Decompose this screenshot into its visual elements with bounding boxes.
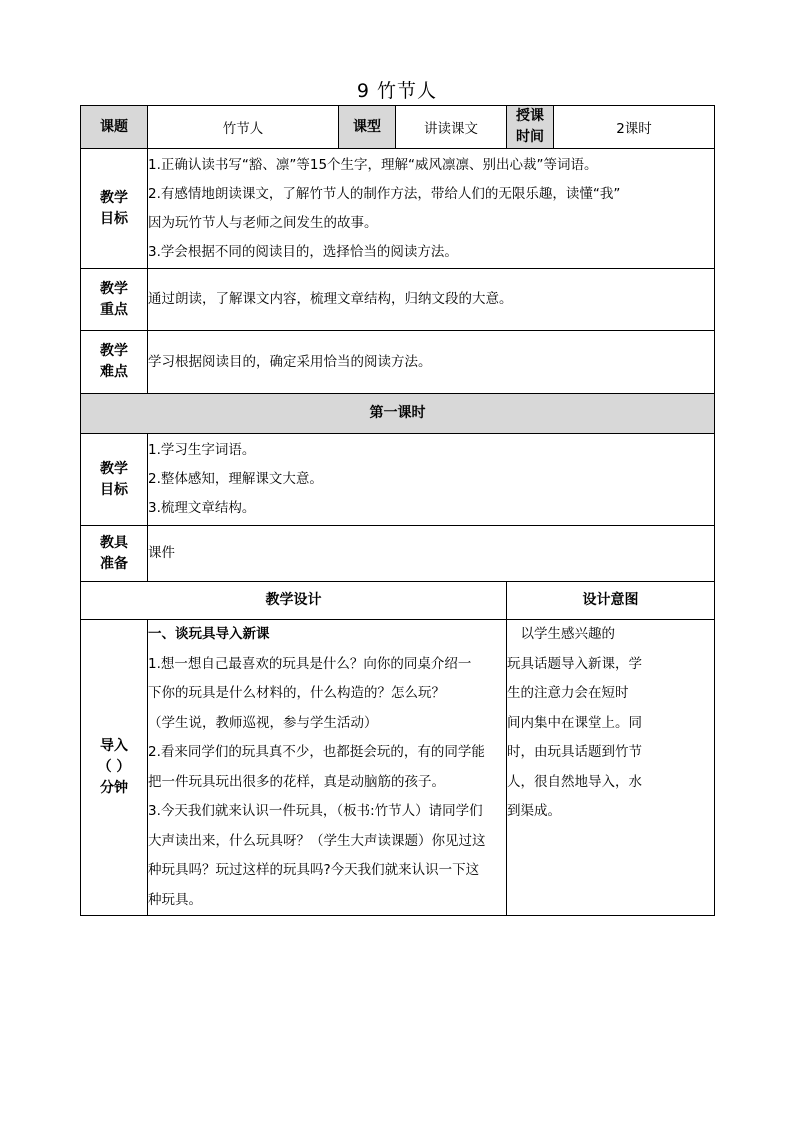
intro-line: 种玩具吗？玩过这样的玩具吗?今天我们就来认识一下这 <box>148 862 480 878</box>
intro-line: 1.想一想自己最喜欢的玩具是什么？向你的同桌介绍一 <box>148 655 472 672</box>
goal-line: 3.学会根据不同的阅读目的，选择恰当的阅读方法。 <box>148 243 458 260</box>
topic-label: 课题 <box>81 106 148 149</box>
difficulties-label-line-2: 难点 <box>100 364 128 380</box>
time-label-line-2: 时间 <box>516 129 544 145</box>
difficulties-label-line-1: 教学 <box>100 343 128 359</box>
intro-line: 2.看来同学们的玩具真不少，也都挺会玩的，有的同学能 <box>148 744 485 760</box>
lesson-plan-table <box>80 105 715 916</box>
goal-line: 1.正确认读书写“豁、凛”等15个生字，理解“威风凛凛、别出心裁”等词语。 <box>148 156 598 173</box>
key-points-label-line-2: 重点 <box>100 301 128 318</box>
intent-line: 生的注意力会在短时 <box>507 685 629 701</box>
tools-label <box>81 526 148 582</box>
intent-line: 时，由玩具话题到竹节 <box>507 744 642 760</box>
intro-line: 大声读出来，什么玩具呀？（学生大声读课题）你见过这 <box>148 832 486 849</box>
tools-label-line-2: 准备 <box>100 555 128 572</box>
goals-label <box>81 149 148 269</box>
document-title: 9 竹节人 <box>356 80 438 102</box>
intent-line: 人，很自然地导入，水 <box>507 773 642 790</box>
goals-label-line-1: 教学 <box>100 189 128 206</box>
intent-line: 到渠成。 <box>507 803 561 819</box>
intent-line: 以学生感兴趣的 <box>507 626 615 642</box>
intro-design-content <box>148 620 507 916</box>
difficulties-label <box>81 331 148 394</box>
intro-intent-content <box>507 620 715 916</box>
tools-label-line-1: 教具 <box>100 534 128 551</box>
difficulties-text: 学习根据阅读目的，确定采用恰当的阅读方法。 <box>148 331 715 394</box>
type-label: 课型 <box>339 106 396 149</box>
intro-stage-line-3: 分钟 <box>100 780 128 796</box>
time-value: 2课时 <box>554 106 715 149</box>
goal-line: 2.有感情地朗读课文，了解竹节人的制作方法，带给人们的无限乐趣，读懂“我” <box>148 185 621 202</box>
time-label-line-1: 授课 <box>516 108 544 124</box>
intro-stage-line-1: 导入 <box>100 738 128 754</box>
intro-line: 3.今天我们就来认识一件玩具，（板书:竹节人）请同学们 <box>148 803 483 819</box>
design-header: 教学设计 <box>81 582 507 620</box>
intent-line: 玩具话题导入新课，学 <box>507 655 642 672</box>
intent-line: 间内集中在课堂上。同 <box>507 714 642 731</box>
lesson-goals-label <box>81 434 148 526</box>
goal-line: 因为玩竹节人与老师之间发生的故事。 <box>148 214 378 231</box>
lesson-goals-label-line-2: 目标 <box>100 481 128 498</box>
goals-label-line-2: 目标 <box>100 210 128 227</box>
lesson-goals-content <box>148 434 715 526</box>
intro-line: （学生说，教师巡视，参与学生活动） <box>148 714 378 731</box>
lesson-goal-line: 3.梳理文章结构。 <box>148 500 256 516</box>
key-points-label-line-1: 教学 <box>100 280 128 297</box>
lesson-goal-line: 2.整体感知，理解课文大意。 <box>148 471 323 487</box>
intro-line: 下你的玩具是什么材料的，什么构造的？怎么玩？ <box>148 685 445 701</box>
first-lesson-heading: 第一课时 <box>81 394 715 434</box>
intro-line: 把一件玩具玩出很多的花样，真是动脑筋的孩子。 <box>148 773 445 790</box>
key-points-label <box>81 269 148 331</box>
intro-stage-label <box>81 620 148 916</box>
lesson-goal-line: 1.学习生字词语。 <box>148 442 256 458</box>
intro-line: 种玩具。 <box>148 891 202 908</box>
intro-section-title: 一、谈玩具导入新课 <box>148 626 270 642</box>
lesson-goals-label-line-1: 教学 <box>100 460 128 477</box>
key-points-text: 通过朗读，了解课文内容，梳理文章结构，归纳文段的大意。 <box>148 269 715 331</box>
topic-value: 竹节人 <box>148 106 339 149</box>
tools-value: 课件 <box>148 526 715 582</box>
intent-header: 设计意图 <box>507 582 715 620</box>
intro-stage-line-2: （ ） <box>97 759 131 775</box>
time-label <box>507 106 554 149</box>
goals-content <box>148 149 715 269</box>
type-value: 讲读课文 <box>396 106 507 149</box>
